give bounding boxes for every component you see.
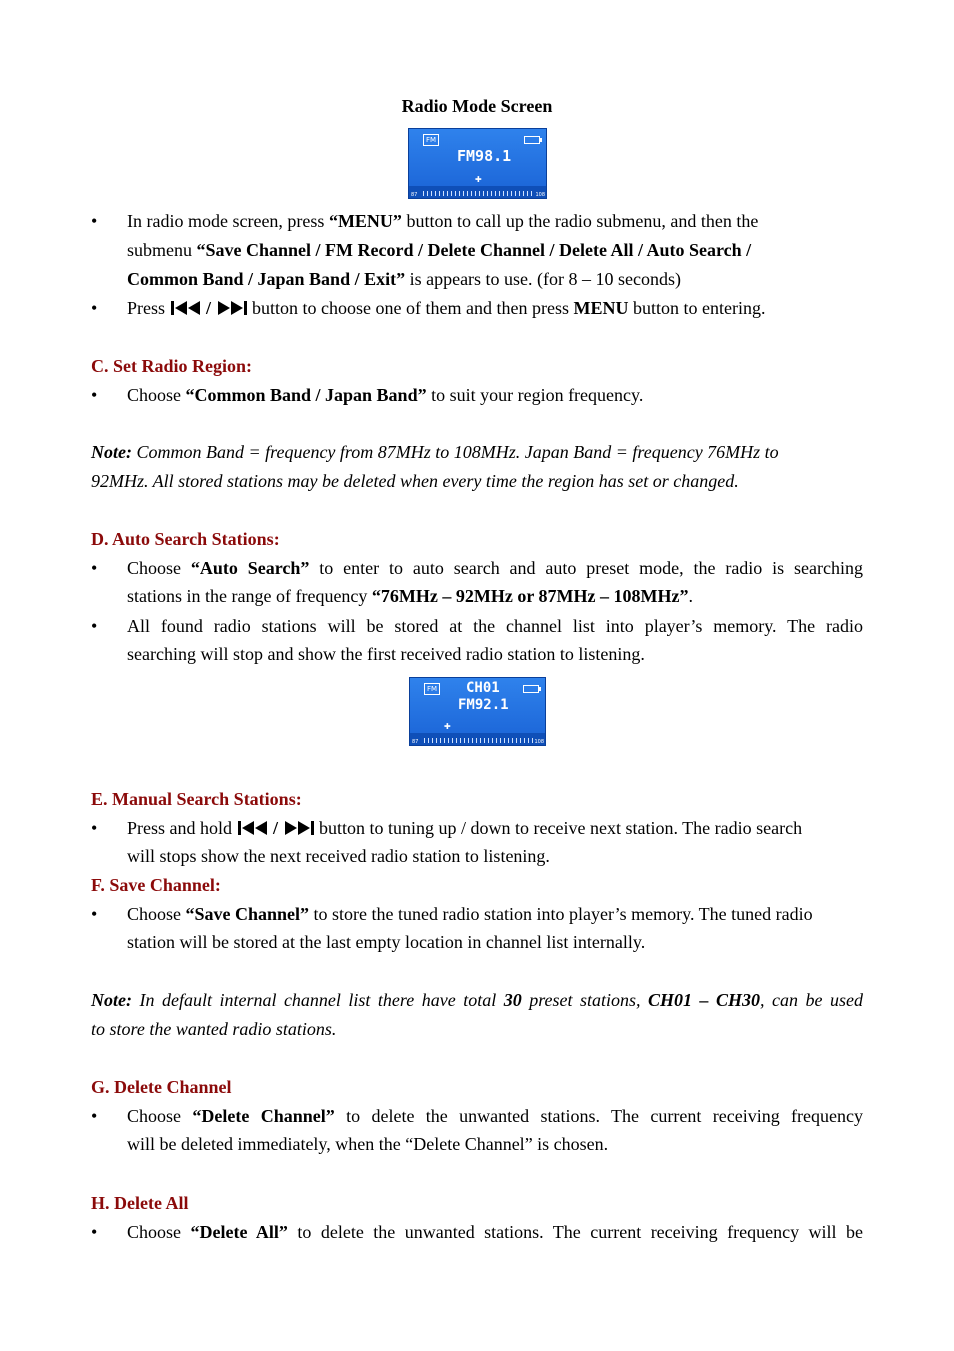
list-item [127,384,643,406]
bullet-marker: • [91,558,98,578]
note-text: , can be used [760,990,864,1010]
note-text: In default internal channel list there have total [131,990,504,1010]
text: Press and hold [127,818,237,838]
battery-icon [523,685,539,693]
bullet-marker: • [91,298,98,318]
text: Choose [127,558,181,578]
list-item-cont [127,585,693,607]
next-track-icon [283,820,315,836]
tuning-scale [424,738,533,743]
text: Choose [127,904,186,924]
radio-channel-screen-image [409,677,546,746]
bold-text: “76MHz – 92MHz or 87MHz – 108MHz” [371,586,689,606]
screen-channel: CH01 [466,680,500,696]
bullet-marker: • [91,211,98,231]
note-label: Note: [91,990,132,1010]
fm-icon: FM [424,683,440,695]
separator-text: / [201,298,216,318]
list-item [127,210,758,232]
text: to suit your region frequency. [426,385,644,405]
bold-text: MENU [573,298,629,318]
list-item [127,1105,863,1127]
section-heading: E. Manual Search Stations: [91,789,302,809]
list-item-cont: searching will stop and show the first received radio station to listening. [127,644,645,664]
bold-text: Common Band / Japan Band / Exit” [127,269,406,289]
previous-track-icon [170,300,202,316]
tuning-scale [423,191,534,196]
list-item: All found radio stations will be stored at the channel list into player’s memory. The radio [127,616,863,636]
section-heading: G. Delete Channel [91,1077,232,1097]
text: to delete the unwanted stations. The current receiving frequency [346,1106,864,1126]
text: button to call up the radio submenu, and then the [401,211,759,231]
bullet-marker: • [91,1106,98,1126]
list-item [127,297,765,319]
note-text: Common Band = frequency from 87MHz to 108MHz. Japan Band = frequency 76MHz to [131,442,779,462]
note-label: Note: [91,442,132,462]
bullet-marker: • [91,904,98,924]
bold-text: “Auto Search” [190,558,310,578]
text: Choose [127,1106,181,1126]
bold-text: “Delete Channel” [192,1106,335,1126]
bold-text: “Delete All” [190,1222,288,1242]
section-heading: C. Set Radio Region: [91,356,252,376]
bullet-marker: • [91,616,98,636]
tuning-needle-icon: ✚ [475,175,482,184]
text: to store the tuned radio station into player’s memory. The tuned radio [309,904,813,924]
note-bold-text: 30 [503,990,522,1010]
list-item-cont: station will be stored at the last empty location in channel list internally. [127,932,646,952]
separator-text: / [268,818,283,838]
bullet-marker: • [91,385,98,405]
bold-text: “Save Channel” [185,904,310,924]
bold-text: “Save Channel / FM Record / Delete Channel / Delete All / Auto Search / [196,240,752,260]
screen-frequency: FM92.1 [458,697,509,713]
text: to enter to auto search and auto preset mode, the radio is searching [319,558,864,578]
list-item-cont [127,268,681,290]
bullet-marker: • [91,818,98,838]
text: button to tuning up / down to receive next station. The radio search [314,818,803,838]
note-cont: to store the wanted radio stations. [91,1019,337,1039]
section-heading: H. Delete All [91,1193,189,1213]
note [91,441,779,463]
radio-screen-image [408,128,547,199]
note [91,989,863,1011]
list-item [127,557,863,579]
list-item [127,1221,863,1243]
note-cont: 92MHz. All stored stations may be deleted when every time the region has set or changed. [91,471,739,491]
note-bold-text: CH01 – CH30 [648,990,761,1010]
next-track-icon [216,300,248,316]
scale-end-label: 108 [534,739,544,745]
tuning-scale-bar [410,733,545,745]
text: button to entering. [628,298,766,318]
previous-track-icon [237,820,269,836]
tuning-scale-bar [409,186,546,198]
text: submenu [127,240,197,260]
text: In radio mode screen, press [127,211,329,231]
scale-start-label: 87 [412,739,419,745]
list-item [127,903,813,925]
note-text: preset stations, [521,990,649,1010]
bullet-marker: • [91,1222,98,1242]
scale-start-label: 87 [411,192,418,198]
list-item-cont [127,239,751,261]
text: Choose [127,1222,181,1242]
bold-text: “Common Band / Japan Band” [185,385,427,405]
section-heading: F. Save Channel: [91,875,221,895]
list-item-cont: will be deleted immediately, when the “Delete Channel” is chosen. [127,1134,609,1154]
bold-text: “MENU” [328,211,402,231]
page-title: Radio Mode Screen [401,96,553,116]
text: Press [127,298,170,318]
text: is appears to use. (for 8 – 10 seconds) [405,269,682,289]
text: . [688,586,694,606]
tuning-needle-icon: ✚ [444,722,451,731]
list-item-cont: will stops show the next received radio station to listening. [127,846,550,866]
text: button to choose one of them and then press [247,298,574,318]
text: to delete the unwanted stations. The current receiving frequency will be [297,1222,863,1242]
section-heading: D. Auto Search Stations: [91,529,280,549]
screen-frequency: FM98.1 [457,147,512,165]
battery-icon [524,136,540,144]
list-item [127,817,802,839]
fm-icon: FM [423,134,439,146]
scale-end-label: 108 [535,192,545,198]
text: Choose [127,385,186,405]
text: stations in the range of frequency [127,586,372,606]
